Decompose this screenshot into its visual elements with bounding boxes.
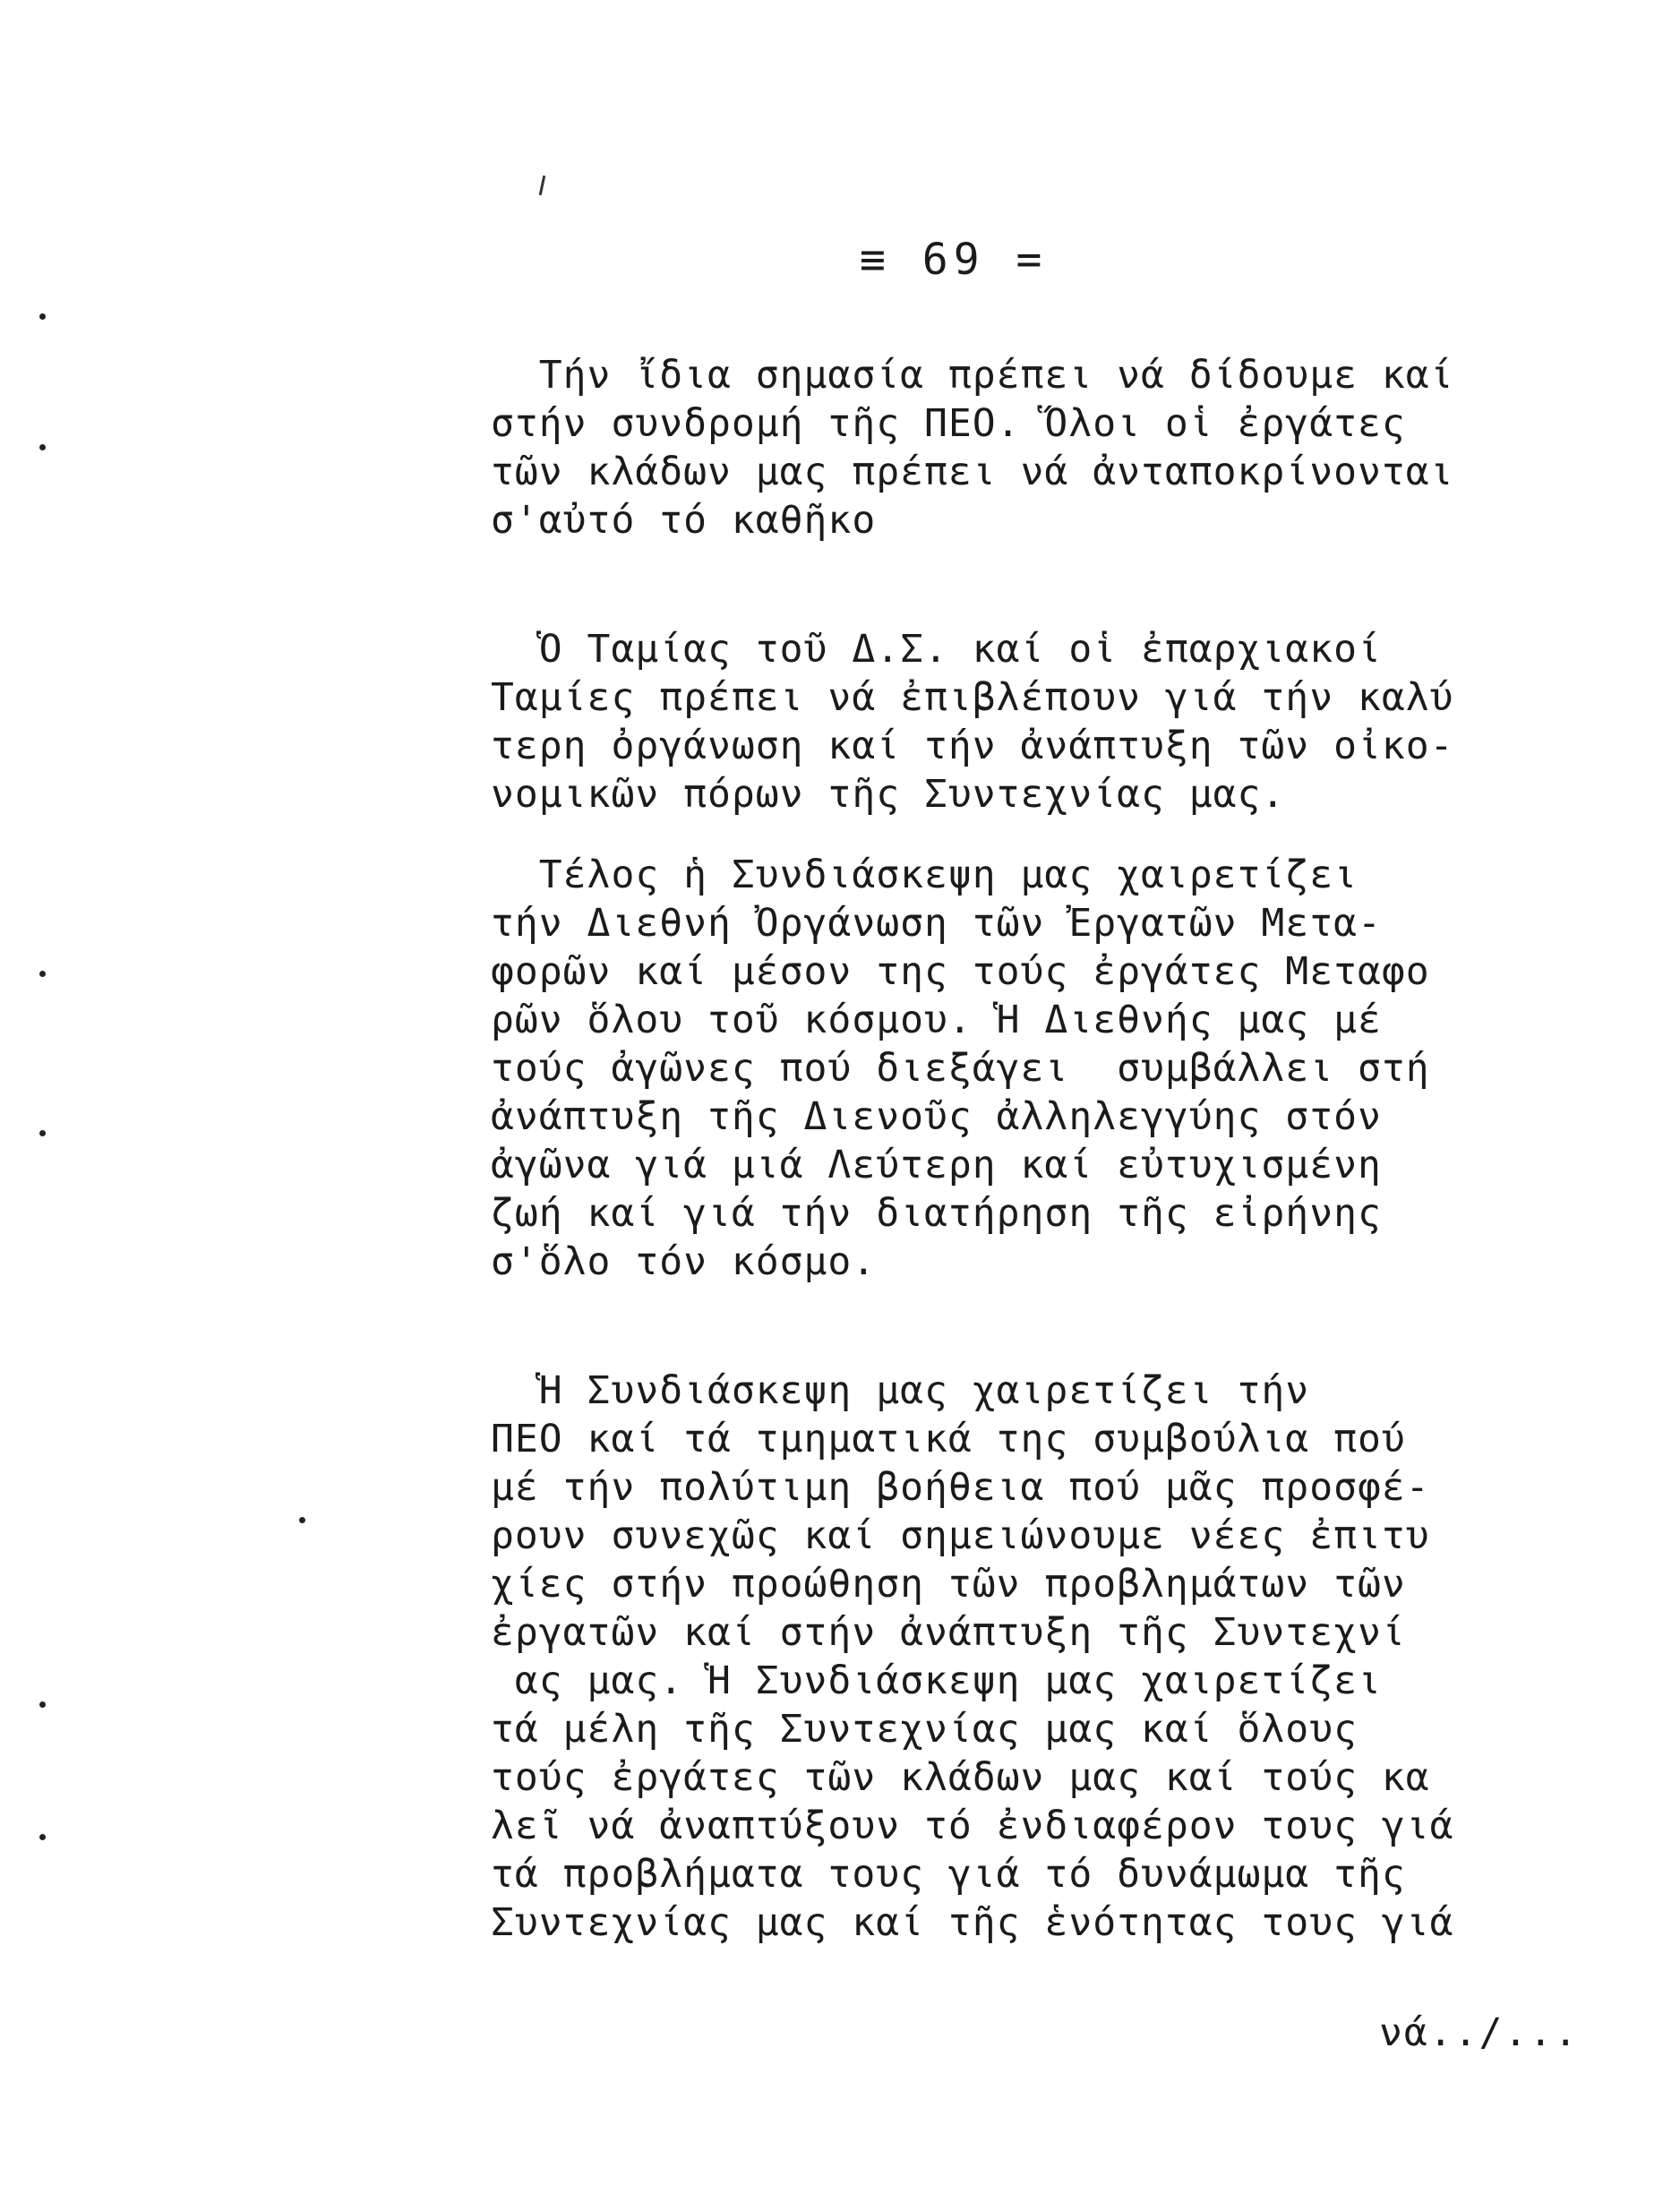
text-line: στήν συνδρομή τῆς ΠΕΟ. Ὅλοι οἱ ἐργάτες bbox=[491, 401, 1406, 446]
text-line: Τέλος ἡ Συνδιάσκεψη μας χαιρετίζει bbox=[491, 853, 1358, 897]
text-line: Ταμίες πρέπει νά ἐπιβλέπουν γιά τήν καλύ bbox=[491, 675, 1454, 720]
text-line: τούς ἐργάτες τῶν κλάδων μας καί τούς κα bbox=[491, 1755, 1430, 1800]
text-line: ζωή καί γιά τήν διατήρηση τῆς εἰρήνης bbox=[491, 1191, 1382, 1236]
text-line: χίες στήν προώθηση τῶν προβλημάτων τῶν bbox=[491, 1562, 1406, 1607]
scan-speck bbox=[39, 1701, 46, 1708]
scan-speck bbox=[39, 1130, 46, 1136]
text-line: ρῶν ὅλου τοῦ κόσμου. Ἡ Διεθνής μας μέ bbox=[491, 998, 1382, 1042]
text-line: ἀνάπτυξη τῆς Διενοῦς ἀλληλεγγύης στόν bbox=[491, 1094, 1382, 1139]
page-number: ≡ 69 = bbox=[860, 235, 1048, 285]
scan-speck bbox=[39, 1834, 46, 1840]
text-line: Τήν ἴδια σημασία πρέπει νά δίδουμε καί bbox=[491, 353, 1454, 398]
text-line: Ὁ Ταμίας τοῦ Δ.Σ. καί οἱ ἐπαρχιακοί bbox=[491, 627, 1382, 672]
text-line: τά προβλήματα τους γιά τό δυνάμωμα τῆς bbox=[491, 1852, 1406, 1897]
text-line: ἀγῶνα γιά μιά Λεύτερη καί εὐτυχισμένη bbox=[491, 1143, 1382, 1187]
scan-speck bbox=[299, 1517, 305, 1523]
stray-scan-mark bbox=[539, 176, 546, 195]
text-line: νομικῶν πόρων τῆς Συντεχνίας μας. bbox=[491, 772, 1286, 817]
text-line: λεῖ νά ἀναπτύξουν τό ἐνδιαφέρον τους γιά bbox=[491, 1804, 1454, 1848]
text-line: Συντεχνίας μας καί τῆς ἑνότητας τους γιά bbox=[491, 1900, 1454, 1945]
text-line: φορῶν καί μέσον της τούς ἐργάτες Μεταφο bbox=[491, 949, 1430, 994]
text-line: τήν Διεθνή Ὀργάνωση τῶν Ἐργατῶν Μετα- bbox=[491, 901, 1382, 946]
text-line: ας μας. Ἡ Συνδιάσκεψη μας χαιρετίζει bbox=[491, 1658, 1382, 1703]
paragraph-1 bbox=[491, 351, 1619, 544]
text-line: τῶν κλάδων μας πρέπει νά ἀνταποκρίνονται bbox=[491, 450, 1454, 494]
text-line: τά μέλη τῆς Συντεχνίας μας καί ὅλους bbox=[491, 1707, 1358, 1752]
text-line: ἐργατῶν καί στήν ἀνάπτυξη τῆς Συντεχνί bbox=[491, 1610, 1406, 1655]
text-line: τερη ὀργάνωση καί τήν ἀνάπτυξη τῶν οἰκο- bbox=[491, 724, 1454, 768]
continuation-marker: νά../... bbox=[1379, 2010, 1580, 2055]
scan-speck bbox=[39, 444, 46, 450]
text-line: σ'ὅλο τόν κόσμο. bbox=[491, 1239, 877, 1284]
scan-speck bbox=[39, 313, 46, 320]
text-line: ΠΕΟ καί τά τμηματικά της συμβούλια πού bbox=[491, 1417, 1406, 1461]
paragraph-2 bbox=[491, 625, 1619, 818]
text-line: τούς ἀγῶνες πού διεξάγει συμβάλλει στή bbox=[491, 1046, 1430, 1091]
scan-speck bbox=[39, 971, 46, 977]
text-line: Ἡ Συνδιάσκεψη μας χαιρετίζει τήν bbox=[491, 1368, 1310, 1413]
paragraph-4 bbox=[491, 1367, 1619, 1947]
text-line: σ'αὐτό τό καθῆκο bbox=[491, 498, 877, 543]
text-line: ρουν συνεχῶς καί σημειώνουμε νέες ἐπιτυ bbox=[491, 1513, 1430, 1558]
text-line: μέ τήν πολύτιμη βοήθεια πού μᾶς προσφέ- bbox=[491, 1465, 1430, 1510]
paragraph-3 bbox=[491, 851, 1619, 1286]
